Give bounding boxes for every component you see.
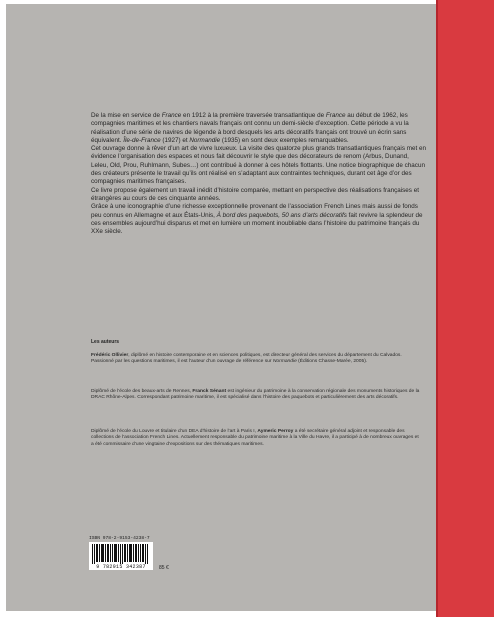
text-span: en 1912 à la première traversée transatlantique de xyxy=(181,112,326,119)
book-title: À bord des paquebots, 50 ans d’arts décoratifs xyxy=(216,211,347,219)
intro-paragraph-3: Ce livre propose également un travail inédit d’histoire comparée, mettant en perspective des réalisations françaises et étrangères au cours de ces cinquante années. xyxy=(91,186,419,202)
bio-paragraph xyxy=(91,353,421,366)
author-bio-ollivier xyxy=(91,353,421,366)
author-bio-senant xyxy=(91,389,421,402)
text-span: a été secrétaire général adjoint et responsable des collections de l’association French Lines. Actuellement responsable du patrimoine maritime à la Ville du Havre, il a participé à de nombreux ouvrages et a été commissaire d’une vingtaine d’expositions sur des thématiques maritimes. xyxy=(91,429,419,447)
ship-name: France xyxy=(325,112,346,119)
text-span: , diplômé en histoire contemporaine et en sciences politiques, est directeur général des services du département du Calvados. Passionné par les questions maritimes, il est l’auteur d’un ouvrage de référence sur xyxy=(91,353,402,365)
ship-name: Île-de-France xyxy=(123,136,161,144)
intro-paragraph-1 xyxy=(91,112,427,145)
intro-paragraph-2: Cet ouvrage donne à rêver d’un art de vivre luxueux. La visite des quatorze plus grands transatlantiques français met en évidence l’organisation des espaces et nous fait découvrir le style que des décorateurs de renom (Arbus, Dunand, Leleu, Old, Prou, Ruhlmann, Subes…) ont contribué à donner à ces hôtels flottants. Une notice biographique de chacun des créateurs présente le travail qu’ils ont réalisé en s’adaptant aux contraintes techniques, durant cet âge d’or des compagnies maritimes françaises. xyxy=(91,145,426,186)
author-name: Frédéric Ollivier xyxy=(91,353,129,358)
author-name: Franck Sénant xyxy=(192,389,227,394)
text-span: Grâce à une iconographie d’une richesse exceptionnelle provenant de l’association French Lines mais aussi de fonds peu connus en Allemagne et aux États-Unis, xyxy=(91,203,418,219)
back-cover xyxy=(6,4,436,611)
isbn-label: ISBN 978-2-9153-4238-7 xyxy=(89,536,150,541)
author-bio-perroy xyxy=(91,429,421,448)
bio-paragraph xyxy=(91,389,421,402)
barcode-number: 9 782915 342387 xyxy=(96,564,146,570)
red-spine xyxy=(436,0,494,617)
intro-paragraph-4 xyxy=(91,203,427,236)
text-span: Diplômé de l’école des beaux-arts de Rennes, xyxy=(91,389,193,394)
ship-name: Normandie xyxy=(189,136,221,144)
price: 85 € xyxy=(159,565,169,571)
text-span: Diplômé de l’école du Louvre et titulaire d’un DEA d’histoire de l’art à Paris I, xyxy=(91,429,258,434)
spine-edge xyxy=(436,0,438,617)
authors-heading: Les auteurs xyxy=(91,339,120,345)
text-span: (1927) et xyxy=(160,136,190,144)
author-name: Aymeric Perroy xyxy=(257,429,294,434)
text-span: (Éditions Chasse-Marée, 2005). xyxy=(296,359,368,365)
text-span: au début de 1962, les compagnies maritimes et les chantiers navals français ont connu un demi-siècle d’exception. Cette période a vu la réalisation d’une série de navires de légende à bord desquels les arts décoratifs français ont trouvé un écrin sans équivalent. xyxy=(91,112,409,144)
text-span: fait revivre la splendeur de ces ensembles aujourd’hui disparus et met en lumière un moment inoubliable dans l’histoire du patrimoine français du XXe siècle. xyxy=(91,211,423,236)
text-span: De la mise en service de xyxy=(91,112,162,119)
intro-text xyxy=(91,112,427,236)
ship-name: Normandie xyxy=(272,359,297,365)
text-span: (1935) en sont deux exemples remarquables. xyxy=(220,136,349,144)
text-span: est ingénieur du patrimoine à la conservation régionale des monuments historiques de la DRAC Rhône-Alpes. Correspondant patrimoine maritime, il est spécialisé dans l’histoire des paquebots et particulièrement des arts décoratifs. xyxy=(91,389,420,401)
barcode xyxy=(89,542,153,570)
bio-paragraph xyxy=(91,429,421,448)
ship-name: France xyxy=(161,112,182,119)
barcode-bars xyxy=(92,544,150,564)
